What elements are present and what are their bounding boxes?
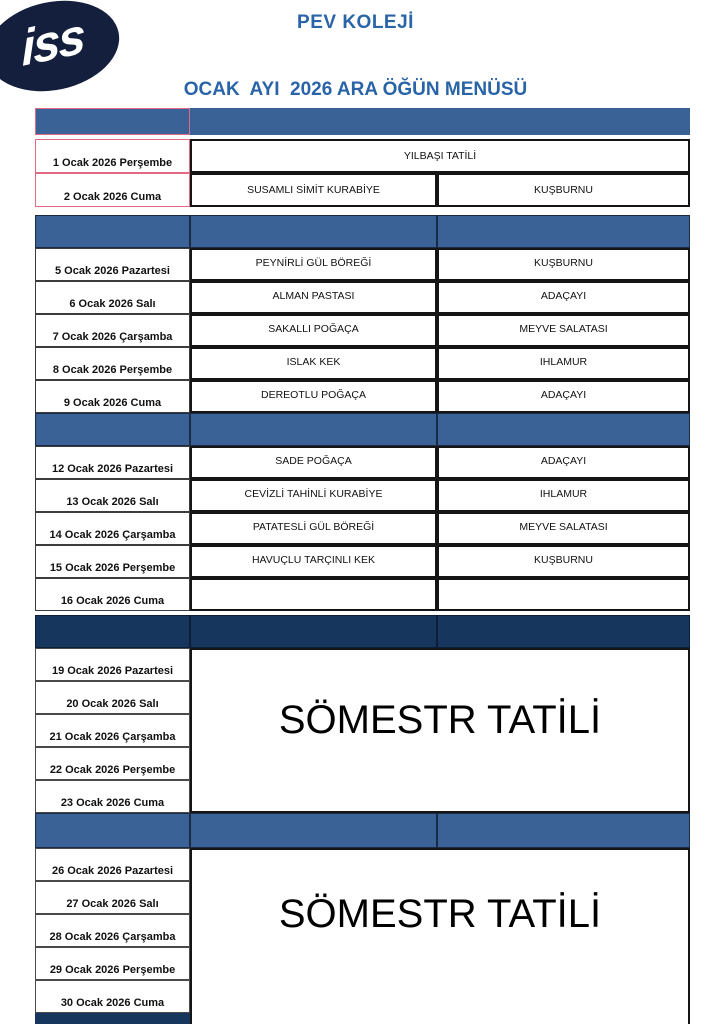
school-name: PEV KOLEJİ	[297, 12, 414, 33]
menu-item-cell: SUSAMLI SİMİT KURABİYE	[190, 173, 437, 207]
table-row	[35, 446, 690, 479]
date-cell: 14 Ocak 2026 Çarşamba	[35, 512, 190, 545]
table-row	[35, 281, 690, 314]
band-date-cell	[35, 215, 190, 248]
table-row	[35, 314, 690, 347]
beverage-cell: KUŞBURNU	[437, 173, 690, 207]
date-cell: 13 Ocak 2026 Salı	[35, 479, 190, 512]
date-cell: 1 Ocak 2026 Perşembe	[35, 139, 190, 173]
iss-logo-text: iss	[20, 6, 85, 77]
menu-item-cell: ALMAN PASTASI	[190, 281, 437, 314]
date-cell: 6 Ocak 2026 Salı	[35, 281, 190, 314]
date-cell: 12 Ocak 2026 Pazartesi	[35, 446, 190, 479]
holiday-cell: YILBAŞI TATİLİ	[190, 139, 690, 173]
date-cell: 23 Ocak 2026 Cuma	[35, 780, 190, 813]
beverage-cell: MEYVE SALATASI	[437, 314, 690, 347]
week-separator-band	[35, 215, 690, 248]
date-cell: 26 Ocak 2026 Pazartesi	[35, 848, 190, 881]
beverage-cell: ADAÇAYI	[437, 446, 690, 479]
beverage-cell: KUŞBURNU	[437, 545, 690, 578]
holiday-week-block	[35, 648, 690, 813]
date-cell: 20 Ocak 2026 Salı	[35, 681, 190, 714]
band-drink-cell	[437, 413, 690, 446]
band-food-cell	[190, 615, 437, 648]
menu-item-cell: ISLAK KEK	[190, 347, 437, 380]
menu-item-cell: PATATESLİ GÜL BÖREĞİ	[190, 512, 437, 545]
semester-holiday-cell: SÖMESTR TATİLİ	[190, 648, 690, 813]
table-row	[35, 380, 690, 413]
band-date-cell	[35, 108, 190, 135]
date-cell: 16 Ocak 2026 Cuma	[35, 578, 190, 611]
week-separator-band	[35, 813, 690, 848]
date-cell: 28 Ocak 2026 Çarşamba	[35, 914, 190, 947]
menu-item-cell: HAVUÇLU TARÇINLI KEK	[190, 545, 437, 578]
date-cell: 5 Ocak 2026 Pazartesi	[35, 248, 190, 281]
beverage-cell: MEYVE SALATASI	[437, 512, 690, 545]
band-date-cell	[35, 615, 190, 648]
date-cell: 27 Ocak 2026 Salı	[35, 881, 190, 914]
date-cell: 7 Ocak 2026 Çarşamba	[35, 314, 190, 347]
beverage-cell: IHLAMUR	[437, 479, 690, 512]
date-cell: 2 Ocak 2026 Cuma	[35, 173, 190, 207]
week-separator-band	[35, 413, 690, 446]
band-food-cell	[190, 413, 437, 446]
date-column	[35, 648, 190, 813]
beverage-cell: KUŞBURNU	[437, 248, 690, 281]
date-cell: 15 Ocak 2026 Perşembe	[35, 545, 190, 578]
menu-item-cell	[190, 578, 437, 611]
band-date-cell	[35, 813, 190, 848]
date-column	[35, 848, 190, 1024]
date-cell: 9 Ocak 2026 Cuma	[35, 380, 190, 413]
menu-table	[35, 108, 690, 1024]
table-row	[35, 248, 690, 281]
table-row	[35, 347, 690, 380]
table-row	[35, 578, 690, 611]
menu-item-cell: SAKALLI POĞAÇA	[190, 314, 437, 347]
table-row	[35, 173, 690, 207]
beverage-cell: IHLAMUR	[437, 347, 690, 380]
band-drink-cell	[437, 813, 690, 848]
semester-holiday-cell: SÖMESTR TATİLİ	[190, 848, 690, 1024]
date-cell: 22 Ocak 2026 Perşembe	[35, 747, 190, 780]
menu-item-cell: PEYNİRLİ GÜL BÖREĞİ	[190, 248, 437, 281]
band-date-cell	[35, 413, 190, 446]
date-cell: 29 Ocak 2026 Perşembe	[35, 947, 190, 980]
beverage-cell: ADAÇAYI	[437, 281, 690, 314]
beverage-cell	[437, 578, 690, 611]
band-drink-cell	[437, 615, 690, 648]
menu-item-cell: CEVİZLİ TAHİNLİ KURABİYE	[190, 479, 437, 512]
beverage-cell: ADAÇAYI	[437, 380, 690, 413]
band-food-cell	[190, 813, 437, 848]
menu-item-cell: DEREOTLU POĞAÇA	[190, 380, 437, 413]
next-band-stub	[35, 1013, 190, 1024]
menu-item-cell: SADE POĞAÇA	[190, 446, 437, 479]
table-row	[35, 139, 690, 173]
holiday-week-block	[35, 848, 690, 1024]
week-separator-band	[35, 108, 690, 135]
week-separator-band	[35, 615, 690, 648]
date-cell: 8 Ocak 2026 Perşembe	[35, 347, 190, 380]
date-cell: 21 Ocak 2026 Çarşamba	[35, 714, 190, 747]
band-food-cell	[190, 215, 437, 248]
table-row	[35, 512, 690, 545]
date-cell: 19 Ocak 2026 Pazartesi	[35, 648, 190, 681]
date-cell: 30 Ocak 2026 Cuma	[35, 980, 190, 1013]
table-row	[35, 479, 690, 512]
page-title: OCAK AYI 2026 ARA ÖĞÜN MENÜSÜ	[183, 79, 528, 100]
band-drink-cell	[437, 215, 690, 248]
table-row	[35, 545, 690, 578]
